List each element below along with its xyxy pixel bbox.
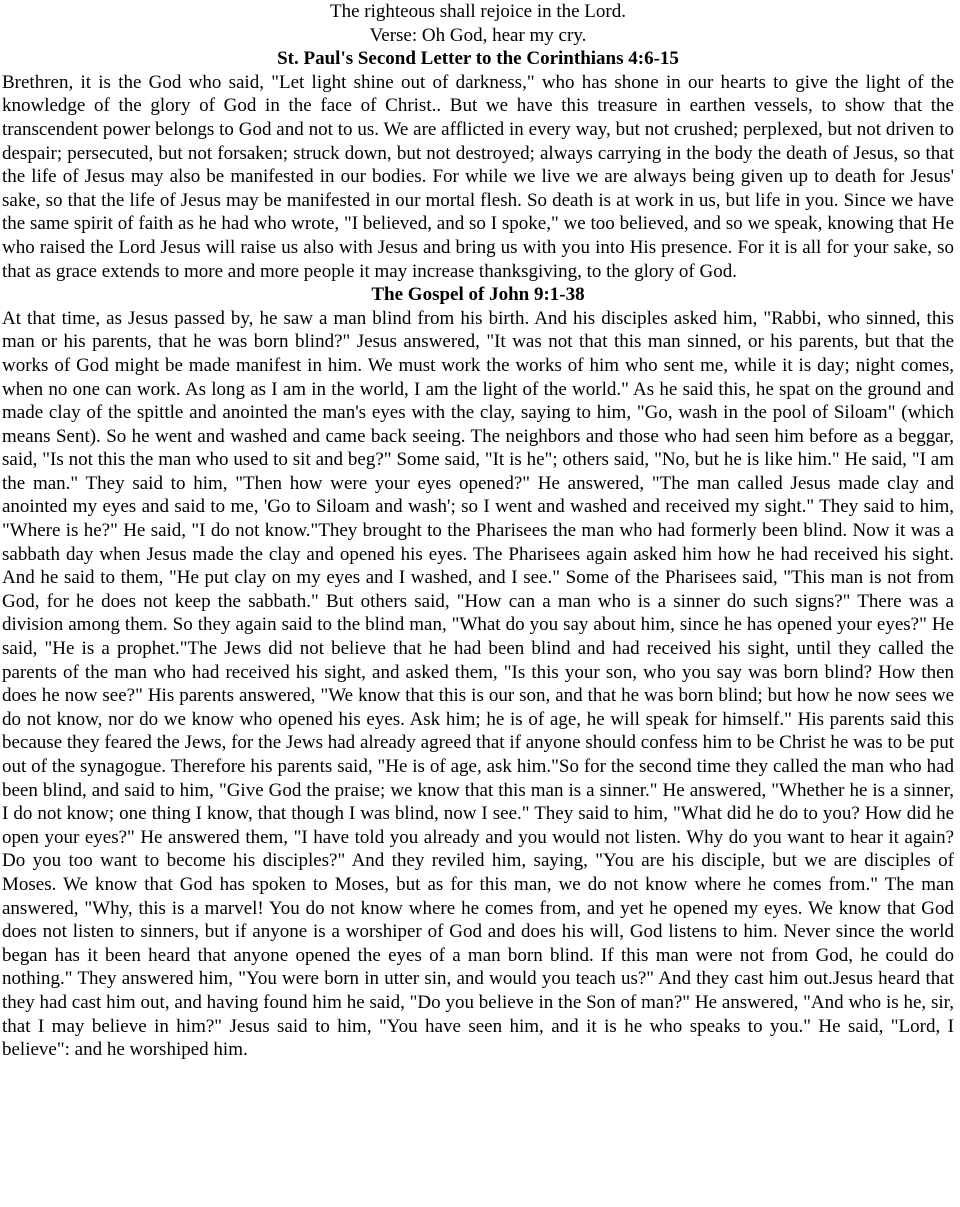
prokeimenon-verse: Verse: Oh God, hear my cry. <box>369 24 587 46</box>
epistle-text: Brethren, it is the God who said, "Let light shine out of darkness," who has shone in our hearts to give the light of the knowledge of the glory of God in the face of Christ.. But we have this treasure in earthen vessels, to show that the transcendent power belongs to God and not to us. We are afflicted in every way, but not crushed; perplexed, but not driven to despair; persecuted, but not forsaken; struck down, but not destroyed; always carrying in the body the death of Jesus, so that the life of Jesus may also be manifested in our bodies. For while we live we are always being given up to death for Jesus' sake, so that the life of Jesus may be manifested in our mortal flesh. So death is at work in us, but life in you. Since we have the same spirit of faith as he had who wrote, "I believed, and so I spoke," we too believed, and so we speak, knowing that He who raised the Lord Jesus will raise us also with Jesus and bring us with you into His presence. For it is all for your sake, so that as grace extends to more and more people it may increase thanksgiving, to the glory of God. <box>2 71 954 282</box>
prokeimenon-line: The righteous shall rejoice in the Lord. <box>330 1 626 22</box>
epistle-title: St. Paul's Second Letter to the Corinthians 4:6-15 <box>277 48 679 70</box>
gospel-text: At that time, as Jesus passed by, he saw a man blind from his birth. And his disciples asked him, "Rabbi, who sinned, this man or his parents, that he was born blind?" Jesus answered, "It was not that this man sinned, or his parents, but that the works of God might be made manifest in him. We must work the works of him who sent me, while it is day; night comes, when no one can work. As long as I am in the world, I am the light of the world." As he said this, he spat on the ground and made clay of the spittle and anointed the man's eyes with the clay, saying to him, "Go, wash in the pool of Siloam" (which means Sent). So he went and washed and came back seeing. The neighbors and those who had seen him before as a beggar, said, "Is not this the man who used to sit and beg?" Some said, "It is he"; others said, "No, but he is like him." He said, "I am the man." They said to him, "Then how were your eyes opened?" He answered, "The man called Jesus made clay and anointed my eyes and said to me, 'Go to Siloam and wash'; so I went and washed and received my sight." They said to him, "Where is he?" He said, "I do not know."They brought to the Pharisees the man who had formerly been blind. Now it was a sabbath day when Jesus made the clay and opened his eyes. The Pharisees again asked him how he had received his sight. And he said to them, "He put clay on my eyes and I washed, and I see." Some of the Pharisees said, "This man is not from God, for he does not keep the sabbath." But others said, "How can a man who is a sinner do such signs?" There was a division among them. So they again said to the blind man, "What do you say about him, since he has opened your eyes?" He said, "He is a prophet."The Jews did not believe that he had been blind and had received his sight, until they called the parents of the man who had received his sight, and asked them, "Is this your son, who you say was born blind? How then does he now see?" His parents answered, "We know that this is our son, and that he was born blind; but how he now sees we do not know, nor do we know who opened his eyes. Ask him; he is of age, he will speak for himself." His parents said this because they feared the Jews, for the Jews had already agreed that if anyone should confess him to be Christ he was to be put out of the synagogue. Therefore his parents said, "He is of age, ask him."So for the second time they called the man who had been blind, and said to him, "Give God the praise; we know that this man is a sinner." He answered, "Whether he is a sinner, I do not know; one thing I know, that though I was blind, now I see." They said to him, "What did he do to you? How did he open your eyes?" He answered them, "I have told you already and you would not listen. Why do you want to hear it again? Do you too want to become his disciples?" And they reviled him, saying, "You are his disciple, but we are disciples of Moses. We know that God has spoken to Moses, but as for this man, we do not know where he comes from." The man answered, "Why, this is a marvel! You do not know where he comes from, and yet he opened my eyes. We know that God does not listen to sinners, but if anyone is a worshiper of God and does his will, God listens to him. Never since the world began has it been heard that anyone opened the eyes of a man born blind. If this man were not from God, he could do nothing." They answered him, "You were born in utter sin, and would you teach us?" And they cast him out.Jesus heard that they had cast him out, and having found him he said, "Do you believe in the Son of man?" He answered, "And who is he, sir, that I may believe in him?" Jesus said to him, "You have seen him, and it is he who speaks to you." He said, "Lord, I believe": and he worshiped him. <box>2 307 954 1061</box>
gospel-title: The Gospel of John 9:1-38 <box>371 284 585 306</box>
